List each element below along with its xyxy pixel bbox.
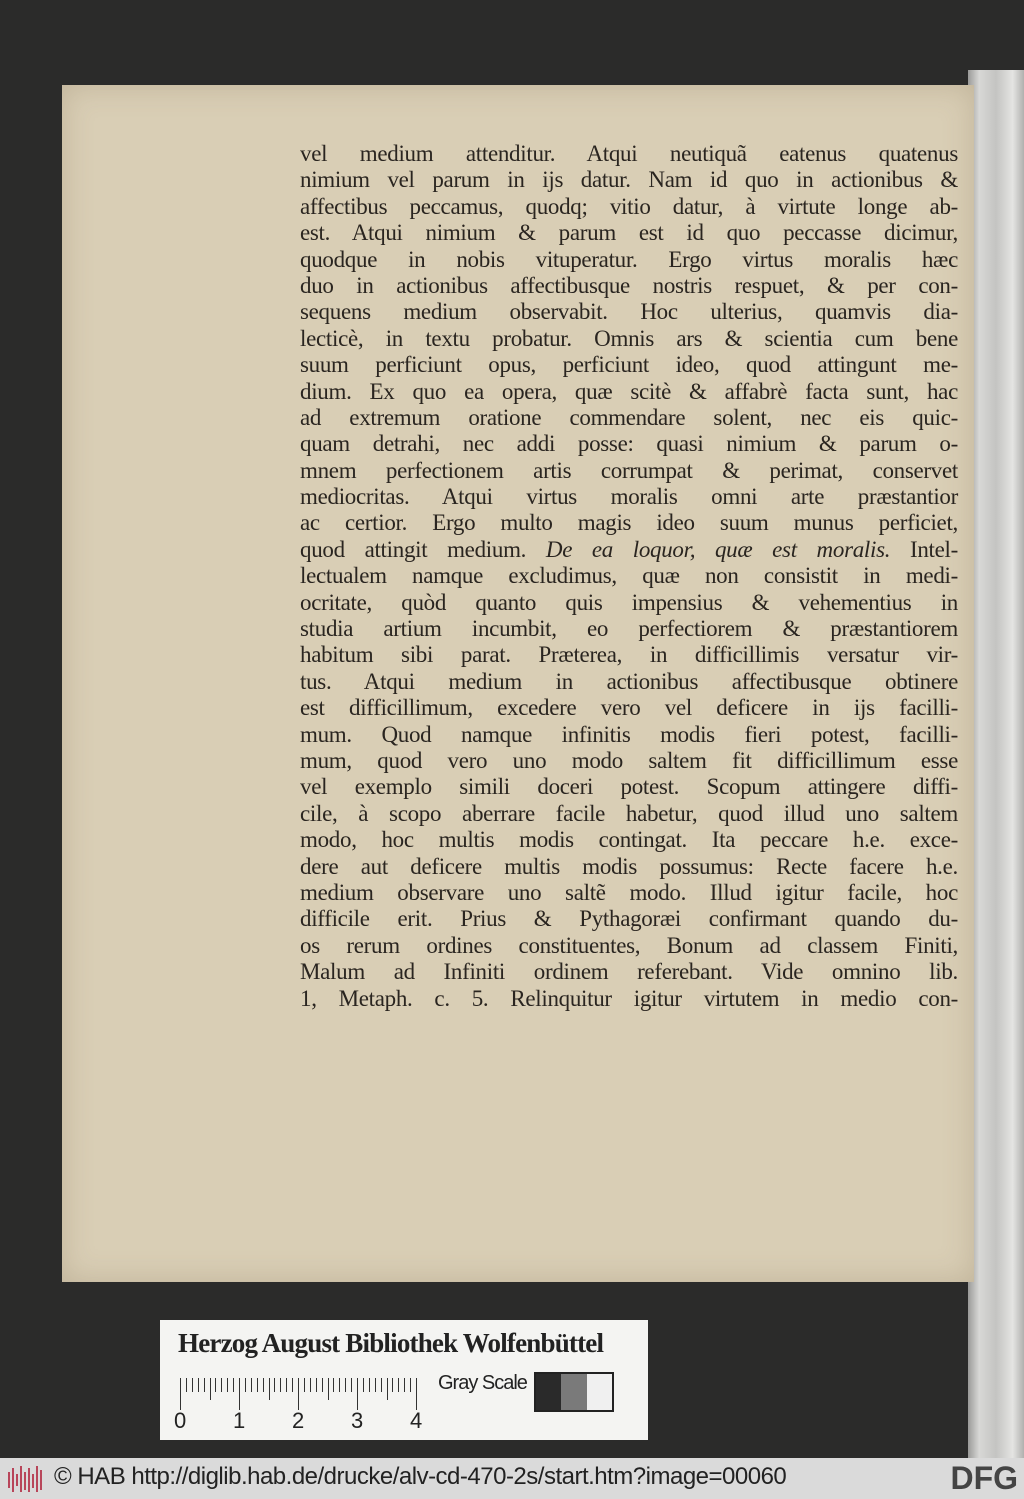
ruler-tick	[245, 1378, 246, 1392]
ruler-tick	[233, 1378, 234, 1392]
ruler-tick	[345, 1378, 346, 1392]
ruler-tick	[363, 1378, 364, 1392]
ruler-number: 4	[410, 1408, 423, 1433]
gray-scale-swatches	[534, 1372, 614, 1412]
text-line: difficile erit. Prius & Pythagoræi confirmant quando du-	[300, 906, 958, 932]
page-stack-edge	[968, 70, 1024, 1460]
text-line: Malum ad Infiniti ordinem referebant. Vide omnino lib.	[300, 959, 958, 985]
text-line: cile, à scopo aberrare facile habetur, quod illud uno saltem	[300, 800, 958, 826]
text-line: lecticè, in textu probatur. Omnis ars & scientia cum bene	[300, 325, 958, 351]
ruler-tick	[221, 1378, 222, 1392]
ruler-tick	[416, 1378, 417, 1410]
ruler-tick	[227, 1378, 228, 1392]
text-line: est difficillimum, excedere vero vel deficere in ijs facilli-	[300, 695, 958, 721]
ruler-tick	[198, 1378, 199, 1392]
italic-phrase: De ea loquor, quæ est moralis.	[545, 536, 891, 562]
text-line: studia artium incumbit, eo perfectiorem & præstantiorem	[300, 616, 958, 642]
footer-bar	[0, 1458, 1024, 1499]
text-line: 1, Metaph. c. 5. Relinquitur igitur virtutem in medio con-	[300, 985, 958, 1011]
text-line: lectualem namque excludimus, quæ non consistit in medi-	[300, 563, 958, 589]
ruler-tick	[263, 1378, 264, 1392]
gray-swatch	[536, 1374, 561, 1410]
ruler-tick	[251, 1378, 252, 1392]
text-line: quam detrahi, nec addi posse: quasi nimium & parum o-	[300, 431, 958, 457]
ruler-tick	[280, 1378, 281, 1392]
ruler-tick	[180, 1378, 181, 1410]
ruler-number: 3	[351, 1408, 364, 1433]
text-line: medium observare uno saltẽ modo. Illud igitur facile, hoc	[300, 879, 958, 905]
text-line: affectibus peccamus, quodq; vitio datur, à virtute longe ab-	[300, 193, 958, 219]
ruler-tick	[375, 1378, 376, 1392]
text-line	[300, 537, 958, 563]
ruler-tick	[239, 1378, 240, 1410]
gray-swatch	[561, 1374, 586, 1410]
text-line: dere aut deficere multis modis possumus: Recte facere h.e.	[300, 853, 958, 879]
ruler-tick	[387, 1378, 388, 1400]
text-line: sequens medium observabit. Hoc ulterius, quamvis dia-	[300, 299, 958, 325]
text-line: mum, quod vero uno modo saltem fit difficillimum esse	[300, 747, 958, 773]
text-line: duo in actionibus affectibusque nostris respuet, & per con-	[300, 272, 958, 298]
text-line: mediocritas. Atqui virtus moralis omni arte præstantior	[300, 484, 958, 510]
page-text	[300, 141, 958, 1012]
text-line: quodque in nobis vituperatur. Ergo virtus moralis hæc	[300, 246, 958, 272]
text-line: dium. Ex quo ea opera, quæ scitè & affabrè facta sunt, hac	[300, 378, 958, 404]
ruler-tick	[215, 1378, 216, 1392]
ruler-tick	[404, 1378, 405, 1392]
text-line: vel medium attenditur. Atqui neutiquã eatenus quatenus	[300, 141, 958, 166]
ruler-tick	[186, 1378, 187, 1392]
ruler-tick	[274, 1378, 275, 1392]
ruler-tick	[392, 1378, 393, 1392]
text-line: tus. Atqui medium in actionibus affectibusque obtinere	[300, 668, 958, 694]
ruler-tick	[339, 1378, 340, 1392]
text-line: mum. Quod namque infinitis modis fieri potest, facilli-	[300, 721, 958, 747]
text-line: modo, hoc multis modis contingat. Ita peccare h.e. exce-	[300, 827, 958, 853]
ruler-tick	[333, 1378, 334, 1392]
color-reference-card	[160, 1320, 648, 1440]
ruler-tick	[292, 1378, 293, 1392]
text-line: habitum sibi parat. Præterea, in difficillimis versatur vir-	[300, 642, 958, 668]
copyright-url: © HAB http://diglib.hab.de/drucke/alv-cd-470-2s/start.htm?image=00060	[54, 1463, 787, 1490]
ruler-tick	[369, 1378, 370, 1392]
ruler-tick	[304, 1378, 305, 1392]
ruler-tick	[322, 1378, 323, 1392]
ruler-tick	[410, 1378, 411, 1392]
ruler-tick	[398, 1378, 399, 1392]
ruler-tick	[357, 1378, 358, 1410]
text-segment: Intel-	[909, 536, 958, 562]
ruler-number: 0	[174, 1408, 187, 1433]
ruler-tick	[286, 1378, 287, 1392]
text-line: ocritate, quòd quanto quis impensius & vehementius in	[300, 589, 958, 615]
text-line: ad extremum oratione commendare solent, nec eis quic-	[300, 404, 958, 430]
gray-swatch	[587, 1374, 612, 1410]
ruler-tick	[269, 1378, 270, 1400]
hab-logo-icon	[6, 1464, 46, 1494]
text-segment: quod attingit medium.	[300, 536, 527, 562]
library-name: Herzog August Bibliothek Wolfenbüttel	[178, 1328, 604, 1358]
text-line: nimium vel parum in ijs datur. Nam id quo in actionibus &	[300, 167, 958, 193]
text-line: mnem perfectionem artis corrumpat & perimat, conservet	[300, 457, 958, 483]
text-line: vel exemplo simili doceri potest. Scopum attingere diffi-	[300, 774, 958, 800]
text-line: os rerum ordines constituentes, Bonum ad classem Finiti,	[300, 932, 958, 958]
ruler-tick	[316, 1378, 317, 1392]
ruler-tick	[298, 1378, 299, 1410]
ruler-tick	[381, 1378, 382, 1392]
text-line: ac certior. Ergo multo magis ideo suum munus perficiet,	[300, 510, 958, 536]
ruler-tick	[204, 1378, 205, 1392]
dfg-logo: DFG	[950, 1460, 1018, 1496]
ruler-tick	[210, 1378, 211, 1400]
ruler-tick	[192, 1378, 193, 1392]
ruler-tick	[310, 1378, 311, 1392]
ruler-tick	[351, 1378, 352, 1392]
ruler-number: 1	[233, 1408, 246, 1433]
gray-scale-label: Gray Scale	[438, 1372, 527, 1394]
text-line: est. Atqui nimium & parum est id quo peccasse dicimur,	[300, 220, 958, 246]
ruler-number: 2	[292, 1408, 305, 1433]
ruler-scale	[180, 1378, 420, 1410]
ruler-tick	[328, 1378, 329, 1400]
ruler-tick	[257, 1378, 258, 1392]
text-line: suum perficiunt opus, perficiunt ideo, quod attingunt me-	[300, 352, 958, 378]
